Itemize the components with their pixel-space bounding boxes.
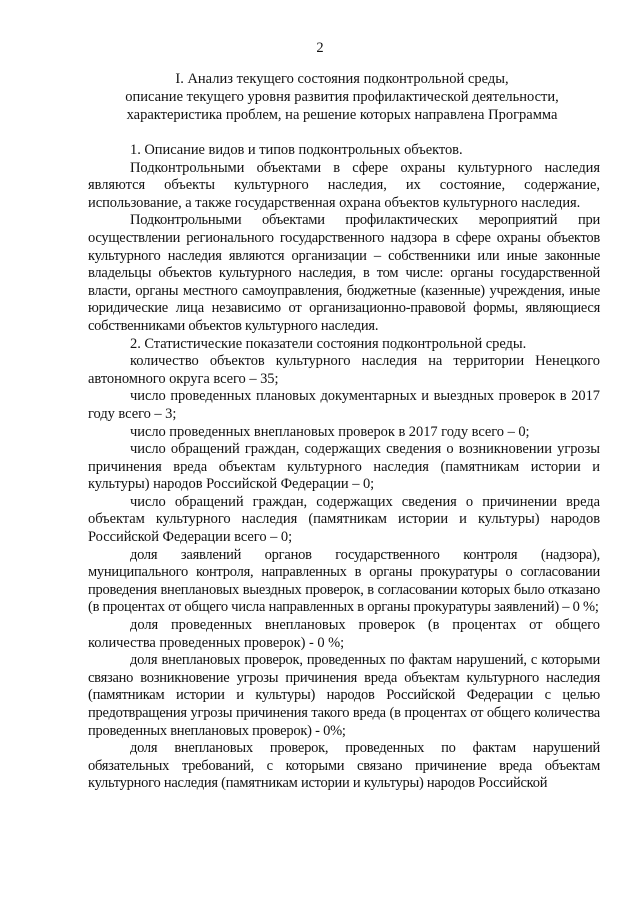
section-title-line: I. Анализ текущего состояния подконтрольной среды,	[175, 71, 509, 87]
paragraph: доля внеплановых проверок, проведенных по фактам нарушений обязательных требований, с которыми связано причинение вреда объектам культурного наследия (памятникам истории и культуры) народов Российской	[88, 740, 600, 792]
paragraph: число проведенных плановых документарных и выездных проверок в 2017 году всего – 3;	[88, 388, 600, 422]
section-title-line: описание текущего уровня развития профилактической деятельности,	[125, 89, 559, 105]
page-number: 2	[316, 40, 324, 56]
paragraph: число обращений граждан, содержащих сведения о причинении вреда объектам культурного наследия (памятникам истории и культуры) народов Российской Федерации всего – 0;	[88, 493, 600, 546]
paragraph: Подконтрольными объектами профилактических мероприятий при осуществлении регионального государственного надзора в сфере охраны объектов культурного наследия являются организации – собственники или иные законные владельцы объектов культурного наследия, в том числе: органы государственной власти, органы местного самоуправления, бюджетные (казенные) учреждения, иные юридические лица независимо от организационно-правовой формы, являющиеся собственниками объектов культурного наследия.	[88, 212, 600, 334]
body-text	[88, 142, 600, 793]
paragraph: доля внеплановых проверок, проведенных по фактам нарушений, с которыми связано возникновение угрозы причинения вреда объектам культурного наследия (памятникам истории и культуры) народов Российской Федерации с целью предотвращения угрозы причинения такого вреда (в процентах от общего количества проведенных внеплановых проверок) - 0%;	[88, 652, 600, 739]
section-title-line: характеристика проблем, на решение которых направлена Программа	[126, 107, 558, 123]
paragraph: количество объектов культурного наследия на территории Ненецкого автономного округа всего – 35;	[88, 353, 600, 387]
paragraph: число проведенных внеплановых проверок в 2017 году всего – 0;	[130, 423, 530, 440]
section-title	[92, 70, 592, 124]
subheading-statistics: 2. Статистические показатели состояния подконтрольной среды.	[130, 335, 527, 352]
paragraph: доля проведенных внеплановых проверок (в процентах от общего количества проведенных проверок) - 0 %;	[88, 617, 600, 651]
paragraph: число обращений граждан, содержащих сведения о возникновении угрозы причинения вреда объектам культурного наследия (памятникам истории и культуры) народов Российской Федерации – 0;	[88, 441, 600, 493]
paragraph: доля заявлений органов государственного контроля (надзора), муниципального контроля, направленных в органы прокуратуры о согласовании проведения внеплановых выездных проверок, в согласовании которых было отказано (в процентах от общего числа направленных в органы прокуратуры заявлений) – 0 %;	[88, 546, 600, 616]
paragraph: Подконтрольными объектами в сфере охраны культурного наследия являются объекты культурного наследия, их состояние, содержание, использование, а также государственная охрана объектов культурного наследия.	[88, 159, 600, 211]
subheading-object-types: 1. Описание видов и типов подконтрольных объектов.	[130, 142, 463, 158]
